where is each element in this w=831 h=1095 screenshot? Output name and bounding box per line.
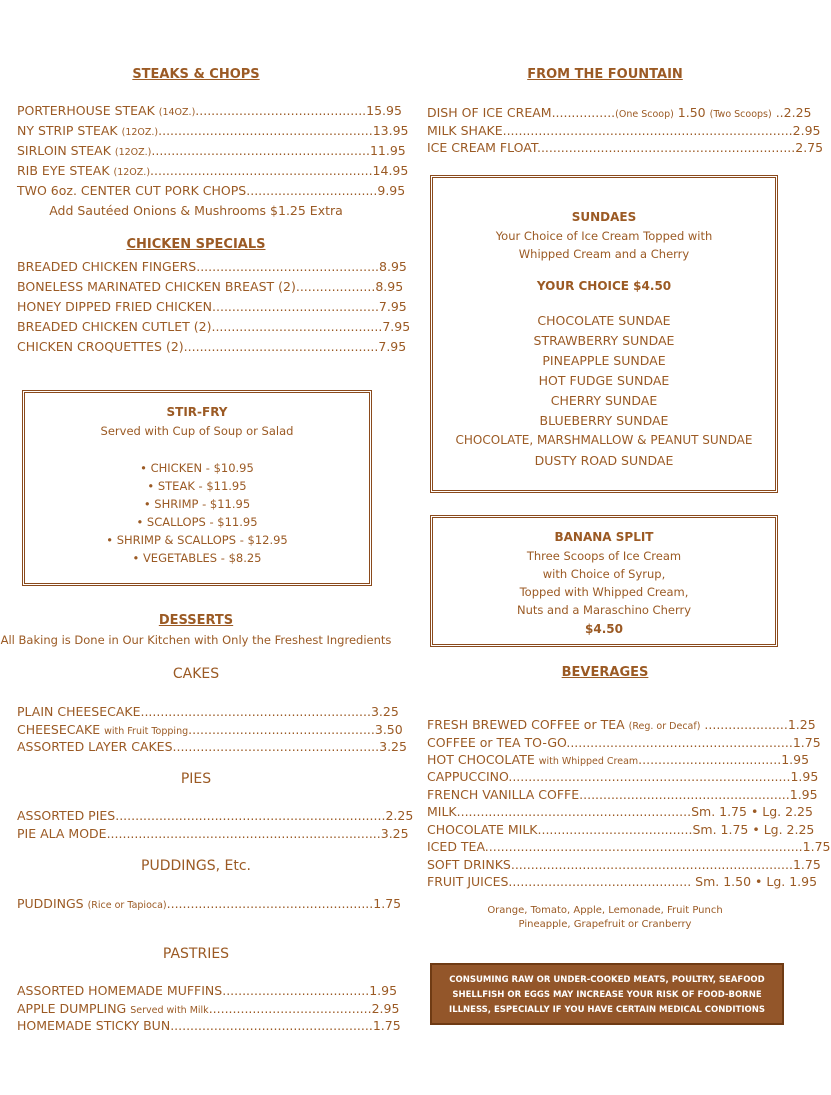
stirfry-box <box>22 390 372 586</box>
menu-item-milk: MILK...........................................................Sm. 1.75 • Lg. 2.25 <box>427 804 813 819</box>
banana-split-title: BANANA SPLIT <box>554 530 654 544</box>
fountain-heading: FROM THE FOUNTAIN <box>527 67 683 82</box>
desserts-heading: DESSERTS <box>158 613 234 628</box>
menu-item-sticky-bun: HOMEMADE STICKY BUN...................................................1.75 <box>17 1018 401 1033</box>
menu-item-fried-chicken: HONEY DIPPED FRIED CHICKEN..........................................7.95 <box>17 299 407 314</box>
beverages-heading: BEVERAGES <box>561 665 649 680</box>
menu-item-layer-cakes: ASSORTED LAYER CAKES....................................................3.25 <box>17 739 407 754</box>
banana-split-line: Topped with Whipped Cream, <box>519 585 689 599</box>
menu-item-iced-tea: ICED TEA................................................................................1.75 <box>427 839 831 854</box>
warning-line-3: ILLNESS, ESPECIALLY IF YOU HAVE CERTAIN MEDICAL CONDITIONS <box>449 1005 765 1015</box>
banana-split-box <box>430 515 778 647</box>
steaks-note: Add Sautéed Onions & Mushrooms $1.25 Extra <box>49 203 343 218</box>
sundaes-choice-price: YOUR CHOICE $4.50 <box>536 279 672 293</box>
sundaes-box <box>430 175 778 493</box>
menu-item-rib-eye: RIB EYE STEAK (12OZ.)........................................................14.95 <box>17 163 409 178</box>
menu-item-cappuccino: CAPPUCCINO.......................................................................1.95 <box>427 769 819 784</box>
menu-item-chocolate-milk: CHOCOLATE MILK.......................................Sm. 1.75 • Lg. 2.25 <box>427 822 815 837</box>
menu-item-fresh-coffee: FRESH BREWED COFFEE or TEA (Reg. or Decaf) .....................1.25 <box>427 717 816 732</box>
menu-item-puddings: PUDDINGS (Rice or Tapioca)....................................................1.75 <box>17 896 402 911</box>
menu-item-chicken-croquettes: CHICKEN CROQUETTES (2).................................................7.95 <box>17 339 407 354</box>
menu-item-hot-chocolate: HOT CHOCOLATE with Whipped Cream....................................1.95 <box>427 752 810 767</box>
menu-item-coffee-to-go: COFFEE or TEA TO-GO.........................................................1.75 <box>427 735 821 750</box>
juice-note-1: Orange, Tomato, Apple, Lemonade, Fruit Punch <box>487 905 723 916</box>
sundae-item: PINEAPPLE SUNDAE <box>542 353 666 368</box>
menu-item-french-vanilla: FRENCH VANILLA COFFE.....................................................1.95 <box>427 787 818 802</box>
desserts-note: All Baking is Done in Our Kitchen with Only the Freshest Ingredients <box>0 633 392 647</box>
menu-item-muffins: ASSORTED HOMEMADE MUFFINS.....................................1.95 <box>17 983 398 998</box>
sundae-item: STRAWBERRY SUNDAE <box>533 333 675 348</box>
menu-item-dish-ice-cream: DISH OF ICE CREAM................(One Scoop) 1.50 (Two Scoops) ..2.25 <box>427 105 812 120</box>
stirfry-item: • SCALLOPS - $11.95 <box>136 515 258 529</box>
stirfry-item: • CHICKEN - $10.95 <box>140 461 254 475</box>
menu-item-chicken-fingers: BREADED CHICKEN FINGERS..............................................8.95 <box>17 259 407 274</box>
menu-item-ice-cream-float: ICE CREAM FLOAT.................................................................2.75 <box>427 140 824 155</box>
menu-item-pie-ala-mode: PIE ALA MODE.....................................................................3.25 <box>17 826 409 841</box>
stirfry-item: • SHRIMP - $11.95 <box>143 497 251 511</box>
sundae-item: BLUEBERRY SUNDAE <box>539 413 669 428</box>
juice-note-2: Pineapple, Grapefruit or Cranberry <box>518 919 692 930</box>
banana-split-line: with Choice of Syrup, <box>542 567 666 581</box>
sundae-item: CHOCOLATE, MARSHMALLOW & PEANUT SUNDAE <box>455 433 753 447</box>
menu-item-assorted-pies: ASSORTED PIES....................................................................2.25 <box>17 808 414 823</box>
banana-split-line: Nuts and a Maraschino Cherry <box>516 603 692 617</box>
sundae-item: CHERRY SUNDAE <box>550 393 658 408</box>
sundae-item: DUSTY ROAD SUNDAE <box>534 453 674 468</box>
menu-item-fruit-juices: FRUIT JUICES.............................................. Sm. 1.50 • Lg. 1.95 <box>427 874 818 889</box>
pies-heading: PIES <box>180 771 212 787</box>
stirfry-item: • VEGETABLES - $8.25 <box>132 551 262 565</box>
banana-split-price: $4.50 <box>585 622 623 636</box>
menu-item-chicken-breast: BONELESS MARINATED CHICKEN BREAST (2)....................8.95 <box>17 279 404 294</box>
sundaes-subtitle-2: Whipped Cream and a Cherry <box>518 247 690 261</box>
menu-item-plain-cheesecake: PLAIN CHEESECAKE..........................................................3.25 <box>17 704 399 719</box>
menu-item-ny-strip: NY STRIP STEAK (12OZ.)......................................................13.95 <box>17 123 409 138</box>
stirfry-item: • SHRIMP & SCALLOPS - $12.95 <box>106 533 288 547</box>
puddings-heading: PUDDINGS, Etc. <box>141 858 251 874</box>
stirfry-subtitle: Served with Cup of Soup or Salad <box>100 424 294 438</box>
warning-line-1: CONSUMING RAW OR UNDER-COOKED MEATS, POULTRY, SEAFOOD <box>449 975 765 985</box>
menu-item-chicken-cutlet: BREADED CHICKEN CUTLET (2)...........................................7.95 <box>17 319 411 334</box>
menu-item-cheesecake-fruit: CHEESECAKE with Fruit Topping...............................................3.50 <box>17 722 403 737</box>
sundae-item: CHOCOLATE SUNDAE <box>537 313 671 328</box>
menu-item-soft-drinks: SOFT DRINKS.......................................................................1.75 <box>427 857 821 872</box>
menu-item-pork-chops: TWO 6oz. CENTER CUT PORK CHOPS.................................9.95 <box>17 183 406 198</box>
warning-line-2: SHELLFISH OR EGGS MAY INCREASE YOUR RISK OF FOOD-BORNE <box>452 990 762 1000</box>
food-safety-warning <box>430 963 784 1025</box>
chicken-heading: CHICKEN SPECIALS <box>126 237 266 252</box>
menu-item-apple-dumpling: APPLE DUMPLING Served with Milk.........................................2.95 <box>17 1001 400 1016</box>
menu-item-milk-shake: MILK SHAKE.........................................................................2.95 <box>427 123 821 138</box>
menu-item-sirloin: SIRLOIN STEAK (12OZ.).......................................................11.95 <box>17 143 406 158</box>
steaks-heading: STEAKS & CHOPS <box>132 67 260 82</box>
banana-split-line: Three Scoops of Ice Cream <box>526 549 682 563</box>
cakes-heading: CAKES <box>172 666 220 682</box>
sundaes-title: SUNDAES <box>571 210 637 224</box>
sundaes-subtitle-1: Your Choice of Ice Cream Topped with <box>495 229 713 243</box>
sundae-item: HOT FUDGE SUNDAE <box>538 373 670 388</box>
menu-item-porterhouse: PORTERHOUSE STEAK (14OZ.)...........................................15.95 <box>17 103 402 118</box>
stirfry-item: • STEAK - $11.95 <box>147 479 247 493</box>
pastries-heading: PASTRIES <box>162 946 230 962</box>
stirfry-title: STIR-FRY <box>166 405 228 419</box>
